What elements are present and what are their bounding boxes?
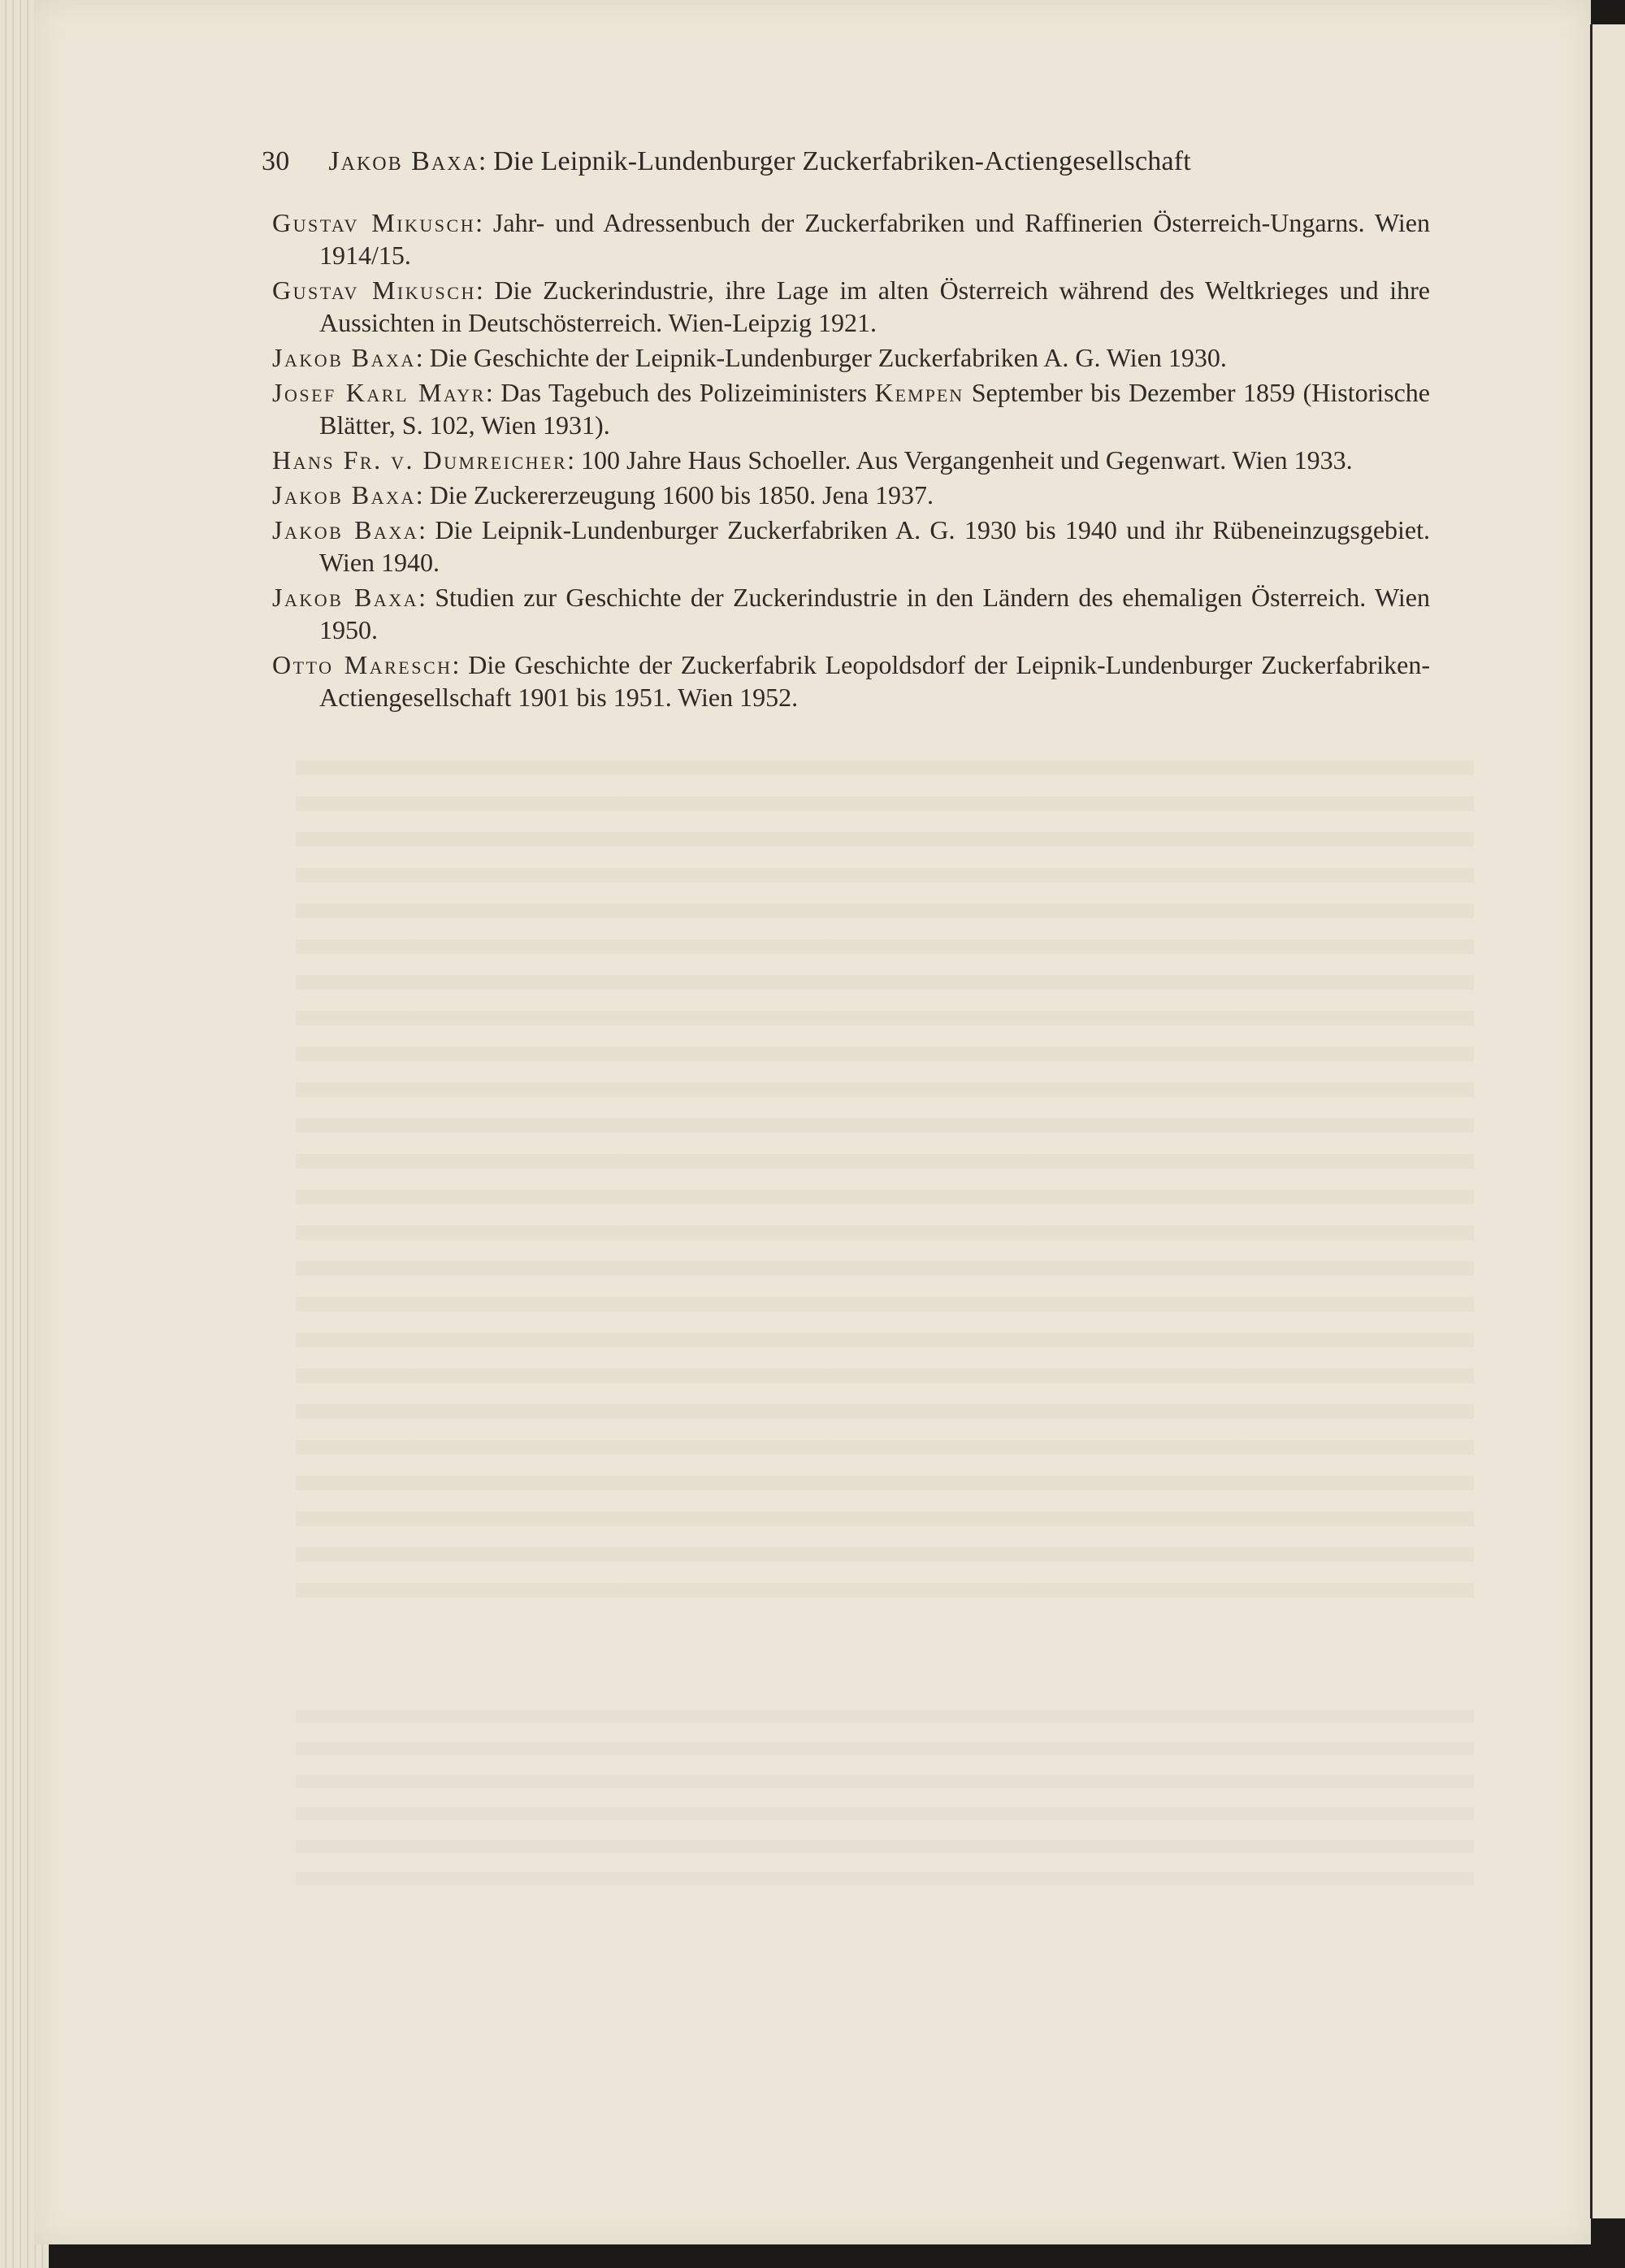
reference-author: Jakob Baxa (272, 480, 416, 510)
reference-item (272, 444, 1430, 476)
reference-author: Jakob Baxa (272, 343, 416, 372)
reference-text: : Die Zuckererzeugung 1600 bis 1850. Jena 1937. (415, 480, 934, 510)
reference-text: : Die Zuckerindustrie, ihre Lage im alten Österreich während des Weltkrieges und ihre Aussichten in Deutschösterreich. Wien-Leipzig 1921. (319, 275, 1430, 337)
reference-author: Hans Fr. v. Dumreicher (272, 445, 568, 475)
reference-item (272, 581, 1430, 646)
reference-author: Gustav Mikusch (272, 275, 476, 305)
header-author: Jakob Baxa (328, 146, 479, 176)
reference-item (272, 376, 1430, 441)
reference-text: : Die Geschichte der Leipnik-Lundenburger Zuckerfabriken A. G. Wien 1930. (415, 343, 1227, 372)
reference-item (272, 479, 1430, 511)
reference-author: Jakob Baxa (272, 583, 419, 612)
reference-author: Otto Maresch (272, 650, 453, 679)
reference-author: Gustav Mikusch (272, 208, 476, 237)
reference-author: Josef Karl Mayr (272, 378, 486, 407)
reference-text-continued: September bis Dezember 1859 (Historische Blätter, S. 102, Wien 1931). (319, 378, 1431, 440)
reference-text: : Studien zur Geschichte der Zuckerindustrie in den Ländern des ehemaligen Österreich. Wien 1950. (319, 583, 1431, 644)
reference-item (272, 206, 1430, 271)
reference-author: Jakob Baxa (272, 515, 419, 544)
show-through-text (296, 739, 1474, 1617)
reference-list (272, 206, 1430, 716)
reference-text: : Die Leipnik-Lundenburger Zuckerfabriken A. G. 1930 bis 1940 und ihr Rübeneinzugsgebiet. Wien 1940. (319, 515, 1431, 577)
reference-emphasis: Kempen (874, 378, 964, 407)
reference-text: : Das Tagebuch des Polizeiministers (485, 378, 875, 407)
reference-item (272, 648, 1430, 713)
reference-text: : 100 Jahre Haus Schoeller. Aus Vergangenheit und Gegenwart. Wien 1933. (567, 445, 1353, 475)
reference-text: : Die Geschichte der Zuckerfabrik Leopoldsdorf der Leipnik-Lundenburger Zuckerfabriken-Actiengesellschaft 1901 bis 1951. Wien 1952. (319, 650, 1431, 712)
show-through-text-lower (296, 1690, 1474, 1902)
reference-text: : Jahr- und Adressenbuch der Zuckerfabriken und Raffinerien Österreich-Ungarns. Wien 1914/15. (319, 208, 1430, 270)
running-header (262, 146, 1375, 177)
page-number: 30 (262, 146, 290, 176)
reference-item (272, 274, 1430, 339)
reference-item (272, 341, 1430, 374)
reference-item (272, 514, 1430, 579)
next-page-edge (1590, 24, 1625, 2218)
header-title: : Die Leipnik-Lundenburger Zuckerfabriken-Actiengesellschaft (478, 146, 1191, 176)
